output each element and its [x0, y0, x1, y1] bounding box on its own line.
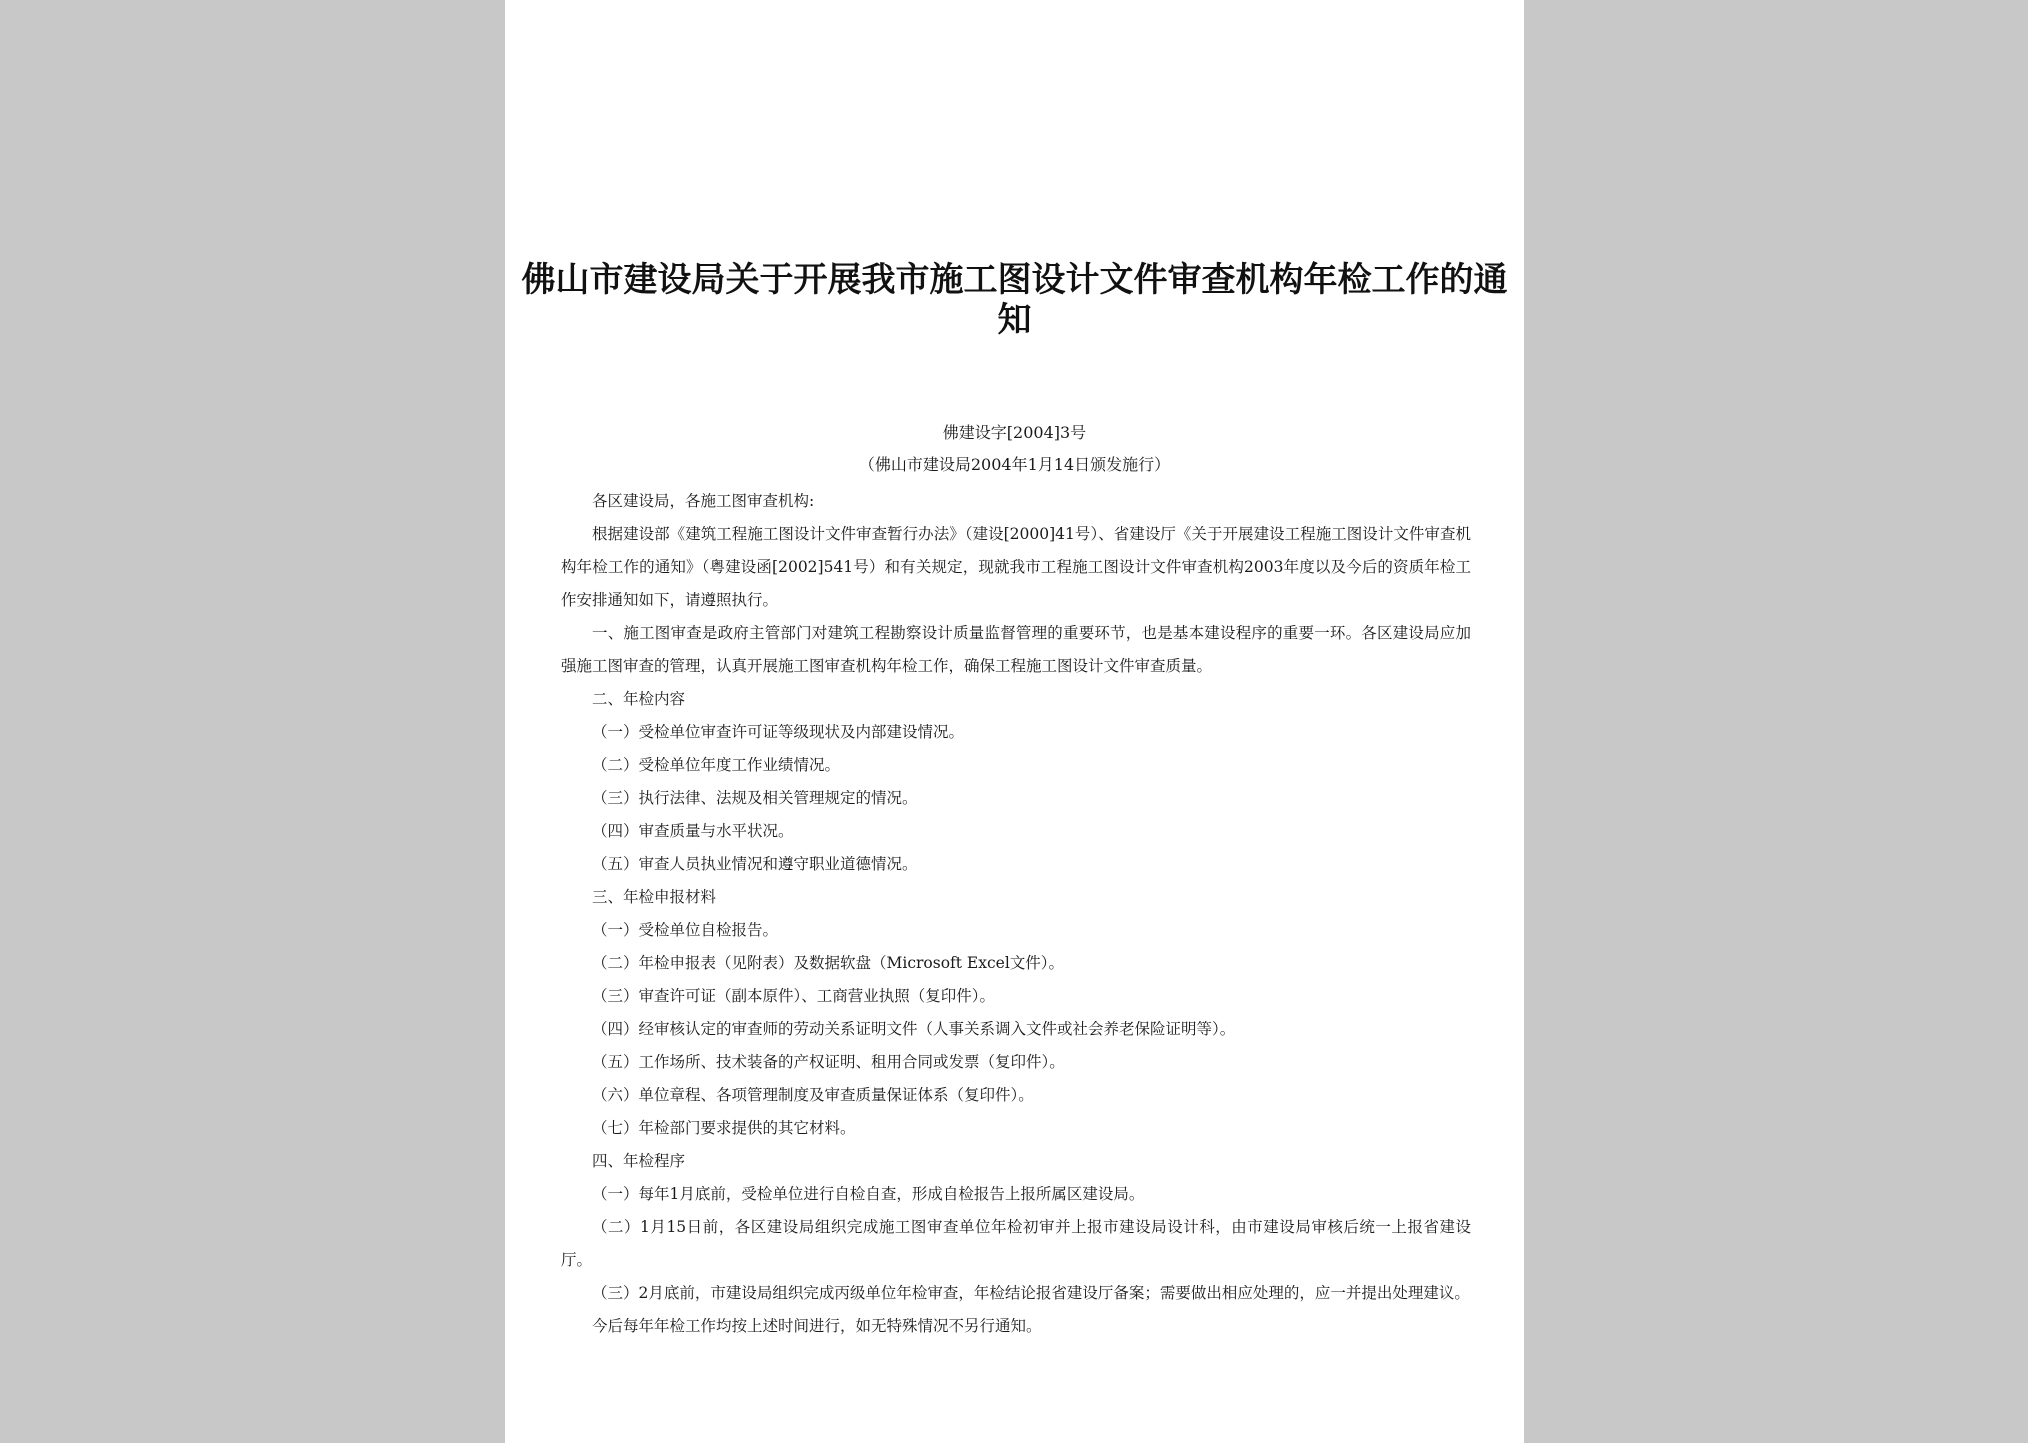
- list-item: （二）1月15日前，各区建设局组织完成施工图审查单位年检初审并上报市建设局设计科，由市建设局审核后统一上报省建设厅。: [561, 1218, 1471, 1269]
- paragraph: 一、施工图审查是政府主管部门对建筑工程勘察设计质量监督管理的重要环节，也是基本建设程序的重要一环。各区建设局应加强施工图审查的管理，认真开展施工图审查机构年检工作，确保工程施工图设计文件审查质量。: [561, 624, 1471, 675]
- list-item: （四）审查质量与水平状况。: [592, 822, 794, 840]
- list-item: （四）经审核认定的审查师的劳动关系证明文件（人事关系调入文件或社会养老保险证明等）。: [592, 1020, 1236, 1038]
- section-heading: 三、年检申报材料: [592, 888, 717, 906]
- list-item: （五）工作场所、技术装备的产权证明、租用合同或发票（复印件）。: [592, 1053, 1065, 1071]
- document-body: [561, 485, 1471, 1343]
- list-item: （七）年检部门要求提供的其它材料。: [592, 1119, 856, 1137]
- list-item: （三）2月底前，市建设局组织完成丙级单位年检审查，年检结论报省建设厅备案；需要做出相应处理的，应一并提出处理建议。: [592, 1284, 1470, 1302]
- paragraph: 根据建设部《建筑工程施工图设计文件审查暂行办法》（建设[2000]41号）、省建设厅《关于开展建设工程施工图设计文件审查机构年检工作的通知》（粤建设函[2002]541号）和有关规定，现就我市工程施工图设计文件审查机构2003年度以及今后的资质年检工作安排通知如下，请遵照执行。: [561, 525, 1471, 609]
- list-item: （一）受检单位审查许可证等级现状及内部建设情况。: [592, 723, 965, 741]
- document-page: [505, 0, 1524, 1443]
- list-item: （六）单位章程、各项管理制度及审查质量保证体系（复印件）。: [592, 1086, 1034, 1104]
- paragraph: 各区建设局，各施工图审查机构:: [592, 492, 815, 510]
- list-item: （三）审查许可证（副本原件）、工商营业执照（复印件）。: [592, 987, 996, 1005]
- list-item: （一）受检单位自检报告。: [592, 921, 779, 939]
- document-number: 佛建设字[2004]3号: [942, 423, 1087, 442]
- list-item: （二）受检单位年度工作业绩情况。: [592, 756, 841, 774]
- list-item: （三）执行法律、法规及相关管理规定的情况。: [592, 789, 918, 807]
- document-title: 佛山市建设局关于开展我市施工图设计文件审查机构年检工作的通知: [521, 260, 1508, 340]
- paragraph: 今后每年年检工作均按上述时间进行，如无特殊情况不另行通知。: [592, 1317, 1042, 1335]
- section-heading: 四、年检程序: [592, 1152, 686, 1170]
- section-heading: 二、年检内容: [592, 690, 686, 708]
- list-item: （二）年检申报表（见附表）及数据软盘（Microsoft Excel文件）。: [592, 954, 1065, 972]
- list-item: （一）每年1月底前，受检单位进行自检自查，形成自检报告上报所属区建设局。: [592, 1185, 1145, 1203]
- list-item: （五）审查人员执业情况和遵守职业道德情况。: [592, 855, 918, 873]
- issue-info: （佛山市建设局2004年1月14日颁发施行）: [858, 455, 1171, 474]
